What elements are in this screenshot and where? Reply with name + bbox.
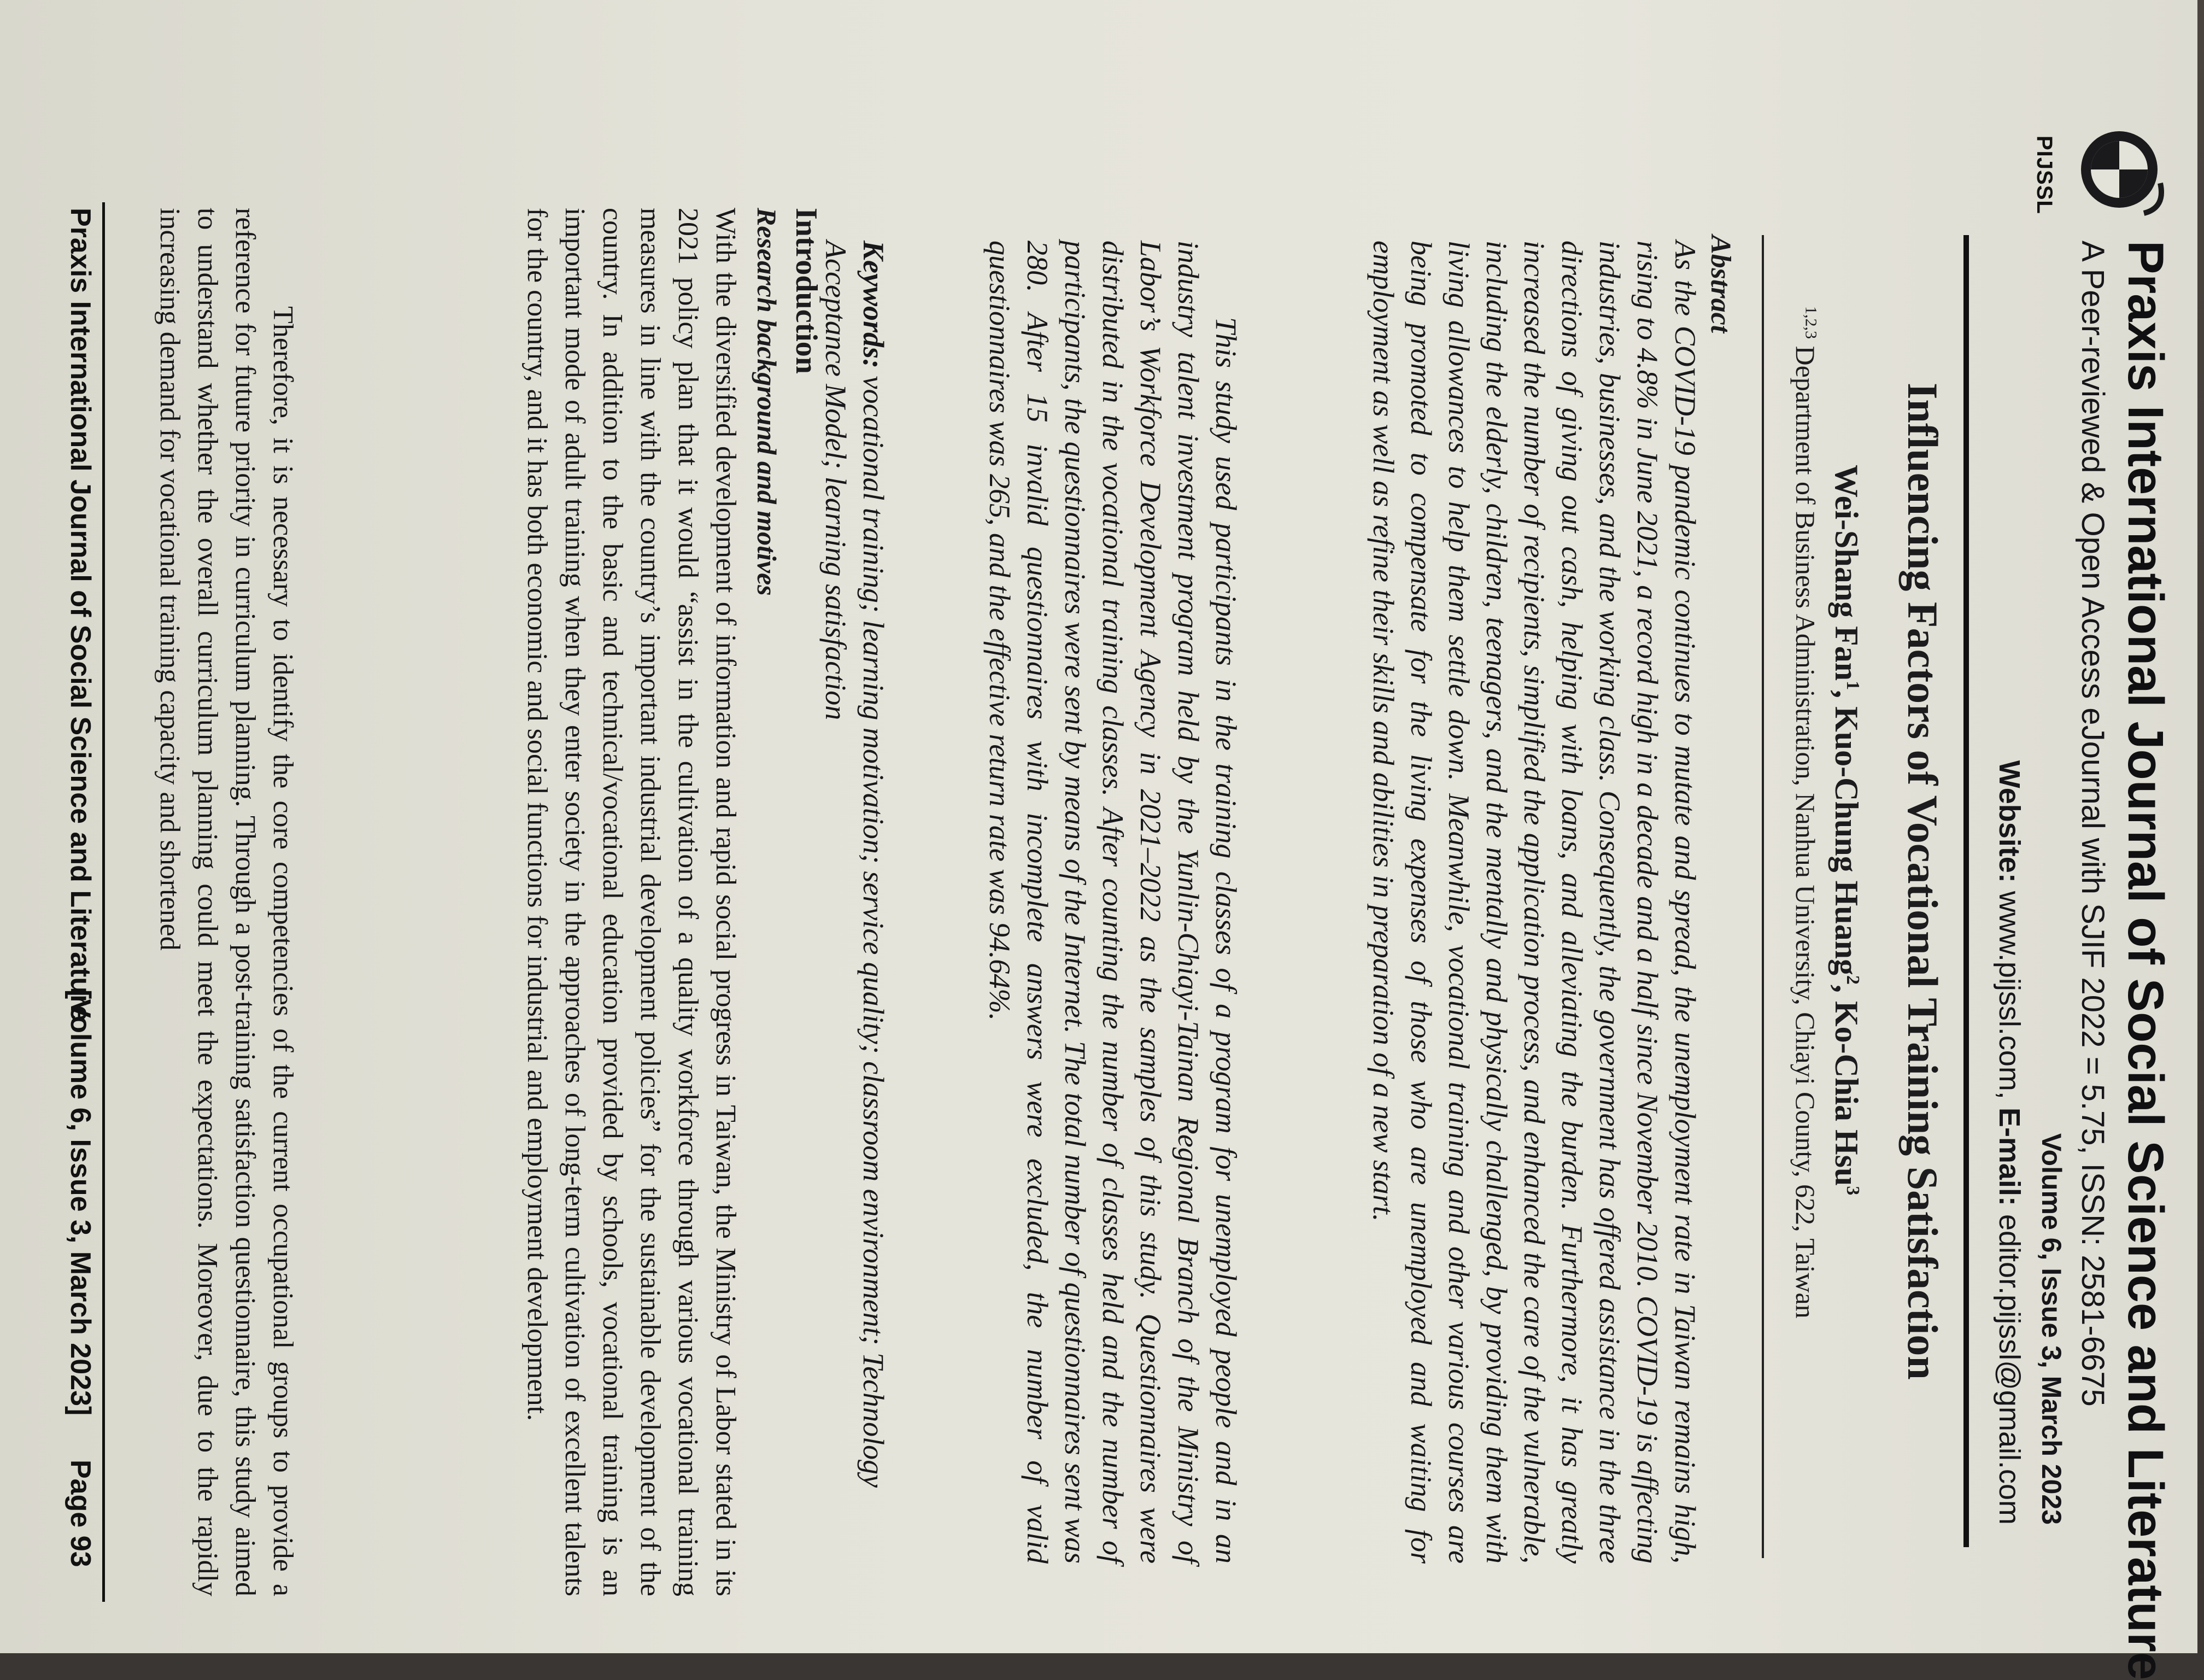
footer-journal: Praxis International Journal of Social Science and Literature xyxy=(65,208,96,1022)
keywords-text: vocational training; learning motivation; service quality; classroom environment; Technology Acceptance Model; learning satisfaction xyxy=(819,241,890,1488)
logo-text: PIJSSL xyxy=(2032,136,2056,214)
subsection-heading: Research background and motives xyxy=(752,208,782,596)
author-sup: 3 xyxy=(1843,1186,1863,1196)
author-sup: 2 xyxy=(1843,975,1863,985)
author-list: Wei-Shang Fan$^1$, Kuo-Chung Huang$^2$, Ko-Chia Hsu$^3$ xyxy=(1828,465,1865,1196)
journal-logo-icon xyxy=(2073,118,2177,221)
author-name: Kuo-Chung Huang xyxy=(1828,706,1865,975)
article-title: Influencing Factors of Vocational Training Satisfaction xyxy=(1899,383,1947,1380)
author-sup: 1 xyxy=(1843,681,1863,690)
affiliation-text: Department of Business Administration, Nanhua University, Chiayi County, 622, Taiwan xyxy=(1790,346,1821,1319)
journal-subtitle: A Peer-reviewed & Open Access eJournal with SJIF 2022 = 5.75, ISSN: 2581-6675 xyxy=(2075,241,2111,1407)
body-paragraph: Therefore, it is necessary to identify the core competencies of the current occupational groups to provide a reference for future priority in curriculum planning. Through a post-training satisfaction questionnaire, this study aimed to understand whether the overall curriculum planning could meet the expectations. Moreover, due to the rapidly increasing demand for vocational training capacity and shortened xyxy=(154,208,298,1596)
header-rule xyxy=(1963,235,1969,1547)
author-name: Wei-Shang Fan xyxy=(1828,465,1865,681)
abstract-heading: Abstract xyxy=(1705,235,1736,333)
page-number: Page 93 xyxy=(65,1460,96,1567)
website-label: Website: xyxy=(1993,760,2026,883)
contact-line xyxy=(1992,760,2026,1525)
affiliation xyxy=(1790,306,1821,1319)
affiliation-sup: 1,2,3 xyxy=(1802,306,1820,339)
section-heading: Introduction xyxy=(789,208,823,374)
title-rule xyxy=(1762,235,1764,1558)
journal-title: Praxis International Journal of Social Science and Literature xyxy=(2118,241,2173,1680)
abstract-paragraph: As the COVID-19 pandemic continues to mutate and spread, the unemployment rate in Taiwan remains high, rising to 4.8% in June 2021, a record high in a decade and a half since November 2010. COVID-19 is affecting industries, businesses, and the working class. Consequently, the government has offered assistance in the three directions of giving out cash, helping with loans, and alleviating the burden. Furthermore, it has greatly increased the number of recipients, simplified the application process, and enhanced the care of the vulnerable, including the elderly, children, teenagers, and the mentally and physically challenged, by providing them with living allowances to help them settle down. Meanwhile, vocational training and other various courses are being promoted to compensate for the living expenses of those who are unemployed and waiting for employment as well as refine their skills and abilities in preparation of a new start. xyxy=(1367,241,1702,1564)
keywords-label: Keywords: xyxy=(857,241,890,368)
author-name: Ko-Chia Hsu xyxy=(1828,1000,1865,1186)
issue-line: Volume 6, Issue 3, March 2023 xyxy=(2036,1133,2067,1525)
body-paragraph: With the diversified development of information and rapid social progress in Taiwan, the Ministry of Labor stated in its 2021 policy plan that it would “assist in the cultivation of a quality workforce through various vocational training measures in line with the country’s important industrial development policies” for the sustainable development of the country. In addition to the basic and technical/vocational education provided by schools, vocational training is an important mode of adult training when they enter society in the approaches of long-term cultivation of excellent talents for the country, and it has both economic and social functions for industrial and employment development. xyxy=(521,208,741,1596)
keywords xyxy=(817,241,892,1564)
footer-rule xyxy=(102,202,105,1602)
footer-issue: [Volume 6, Issue 3, March 2023] xyxy=(65,990,96,1416)
abstract-paragraph: This study used participants in the training classes of a program for unemployed people and in an industry talent investment program held by the Yunlin-Chiayi-Tainan Regional Branch of the Ministry of Labor’s Workforce Development Agency in 2021–2022 as the samples of this study. Questionnaires were distributed in the vocational training classes. After counting the number of classes held and the number of participants, the questionnaires were sent by means of the Internet. The total number of questionnaires sent was 280. After 15 invalid questionnaires with incomplete answers were excluded, the number of valid questionnaires was 265, and the effective return rate was 94.64%. xyxy=(983,241,1242,1564)
email-link[interactable]: editor.pijssl@gmail.com xyxy=(1993,1214,2026,1525)
website-link[interactable]: www.pijssl.com, xyxy=(1993,891,2026,1099)
email-label: E-mail: xyxy=(1993,1107,2026,1206)
